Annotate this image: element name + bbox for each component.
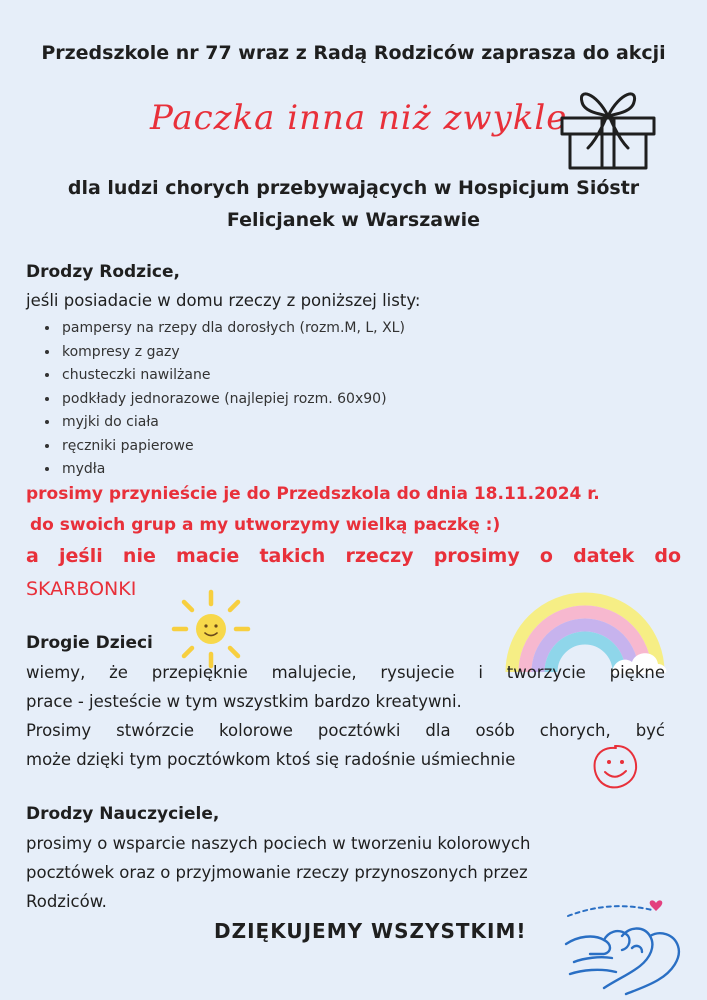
intro-line: Przedszkole nr 77 wraz z Radą Rodziców zaprasza do akcji — [41, 42, 666, 64]
children-line-3: Prosimy stwórzcie kolorowe pocztówki dla osób chorych, być — [26, 721, 665, 740]
donation-line-1: a jeśli nie macie takich rzeczy prosimy o datek do — [26, 545, 681, 567]
subtitle-line-1: dla ludzi chorych przebywających w Hospicjum Sióstr — [67, 177, 640, 199]
list-item: • myjki do ciała — [60, 411, 660, 435]
list-item: • ręczniki papierowe — [60, 435, 660, 459]
children-line-4: może dzięki tym pocztówkom ktoś się radośnie uśmiechnie — [26, 750, 516, 769]
gift-box-icon — [556, 82, 660, 174]
children-greeting: Drogie Dzieci — [26, 633, 153, 653]
list-item: • podkłady jednorazowe (najlepiej rozm. 60x90) — [60, 388, 660, 412]
thanks-message: DZIĘKUJEMY WSZYSTKIM! — [214, 919, 527, 943]
parents-lead: jeśli posiadacie w domu rzeczy z poniższej listy: — [26, 291, 421, 310]
poster-title: Paczka inna niż zwykle — [150, 98, 568, 138]
list-item: • mydła — [60, 458, 660, 482]
teachers-line-1: prosimy o wsparcie naszych pociech w tworzeniu kolorowych — [26, 834, 531, 853]
children-line-1: wiemy, że przepięknie malujecie, rysujecie i tworzycie piękne — [26, 663, 665, 682]
pinky-promise-hands-icon — [560, 896, 690, 996]
request-line-2: do swoich grup a my utworzymy wielką paczkę :) — [30, 515, 501, 535]
supplies-list — [40, 317, 660, 482]
teachers-line-3: Rodziców. — [26, 892, 107, 911]
list-item: • chusteczki nawilżane — [60, 364, 660, 388]
donation-line-2: SKARBONKI — [26, 578, 137, 600]
list-item: • kompresy z gazy — [60, 341, 660, 365]
children-line-2: prace - jesteście w tym wszystkim bardzo kreatywni. — [26, 692, 462, 711]
smiley-icon — [590, 742, 640, 792]
subtitle-line-2: Felicjanek w Warszawie — [226, 209, 481, 231]
parents-greeting: Drodzy Rodzice, — [26, 262, 180, 282]
list-item: • pampersy na rzepy dla dorosłych (rozm.M, L, XL) — [60, 317, 660, 341]
request-line-1: prosimy przynieście je do Przedszkola do dnia 18.11.2024 r. — [26, 484, 600, 504]
teachers-line-2: pocztówek oraz o przyjmowanie rzeczy przynoszonych przez — [26, 863, 528, 882]
teachers-greeting: Drodzy Nauczyciele, — [26, 804, 220, 824]
